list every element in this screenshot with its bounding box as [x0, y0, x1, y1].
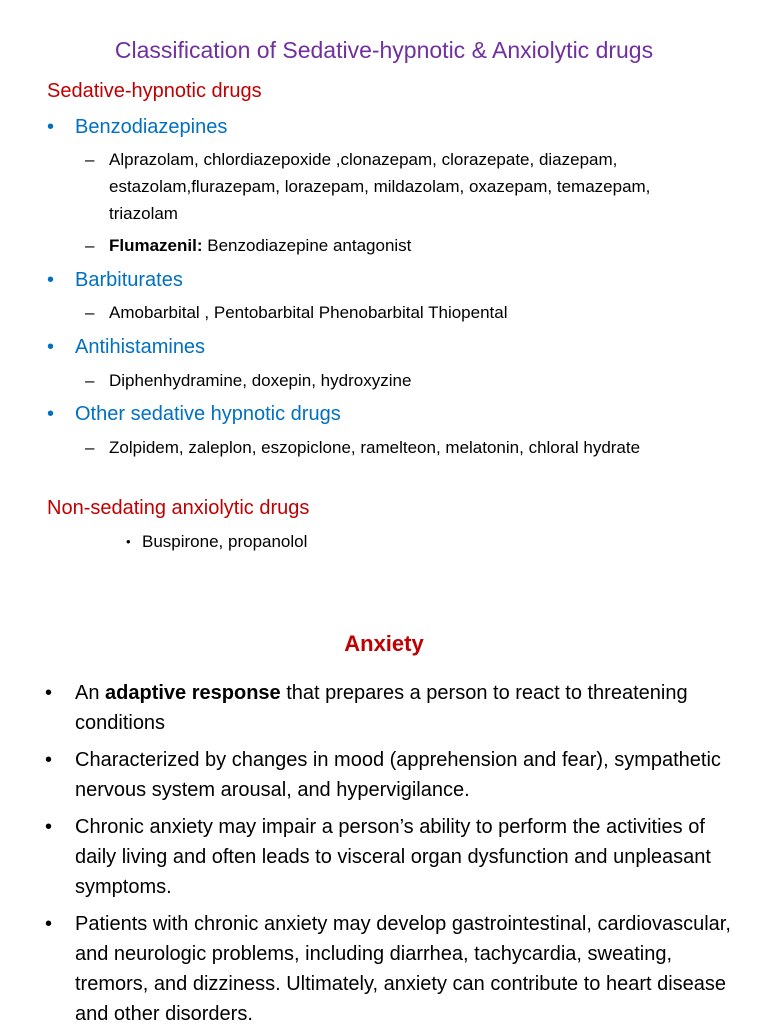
sub-item-text: Amobarbital , Pentobarbital Phenobarbital Thiopental [109, 303, 508, 322]
bullet-icon: • [47, 116, 55, 138]
section-heading-non-sedating: Non-sedating anxiolytic drugs [47, 497, 310, 519]
flumazenil-desc: Benzodiazepine antagonist [202, 236, 412, 255]
bullet-icon: • [45, 913, 53, 935]
sub-item-text: Alprazolam, chlordiazepoxide ,clonazepam, clorazepate, diazepam, estazolam,flurazepam, lorazepam, mildazolam, oxazepam, temazepam, triazolam [109, 150, 651, 223]
point-text: Characterized by changes in mood (apprehension and fear), sympathetic nervous system arousal, and hypervigilance. [75, 749, 721, 801]
slide-title: Classification of Sedative-hypnotic & Anxiolytic drugs [114, 37, 654, 63]
dash-icon: – [85, 236, 95, 255]
sub-item-barbiturate-list [85, 299, 715, 326]
category-label: Other sedative hypnotic drugs [75, 403, 341, 425]
dash-icon: – [85, 303, 95, 322]
sub-item-flumazenil [85, 232, 715, 259]
sub-item-text: Diphenhydramine, doxepin, hydroxyzine [109, 371, 412, 390]
bullet-icon: • [47, 403, 55, 425]
section-heading-sedative-hypnotic: Sedative-hypnotic drugs [47, 80, 262, 102]
sub-item-antihistamine-list [85, 367, 715, 394]
anxiety-point-2 [45, 745, 750, 805]
bullet-icon: • [47, 269, 55, 291]
flumazenil-term: Flumazenil: [109, 236, 203, 255]
anxiety-point-1 [45, 678, 750, 738]
sub-item-other-list [85, 434, 715, 461]
sub-item-buspirone [126, 528, 307, 555]
point-text-pre: An [75, 682, 106, 704]
bullet-icon: • [45, 682, 53, 704]
category-label: Benzodiazepines [75, 116, 228, 138]
sub-item-text [109, 232, 715, 259]
sub-item-text: Buspirone, propanolol [142, 532, 308, 551]
bullet-icon: • [45, 816, 53, 838]
sub-item-benzodiazepine-list [85, 146, 715, 227]
point-text-bold: adaptive response [105, 682, 281, 704]
category-label: Barbiturates [75, 269, 183, 291]
category-label: Antihistamines [75, 336, 206, 358]
point-text [75, 678, 750, 738]
bullet-icon: • [45, 749, 53, 771]
slide-title-anxiety: Anxiety [344, 631, 424, 656]
sub-item-text: Zolpidem, zaleplon, eszopiclone, ramelteon, melatonin, chloral hydrate [109, 438, 641, 457]
anxiety-point-3 [45, 812, 750, 902]
point-text: Patients with chronic anxiety may develop gastrointestinal, cardiovascular, and neurologic problems, including diarrhea, tachycardia, sweating, tremors, and dizziness. Ultimately, anxiety can contribute to heart disease and other disorders. [75, 913, 731, 1025]
dash-icon: – [85, 371, 95, 390]
bullet-icon: • [47, 336, 55, 358]
dash-icon: – [85, 150, 95, 169]
anxiety-point-4 [45, 909, 750, 1029]
bullet-icon: • [126, 534, 131, 549]
point-text: Chronic anxiety may impair a person’s ability to perform the activities of daily living and often leads to visceral organ dysfunction and unpleasant symptoms. [75, 816, 711, 898]
dash-icon: – [85, 438, 95, 457]
point-text-post: that prepares a person to react to threatening conditions [75, 682, 688, 734]
